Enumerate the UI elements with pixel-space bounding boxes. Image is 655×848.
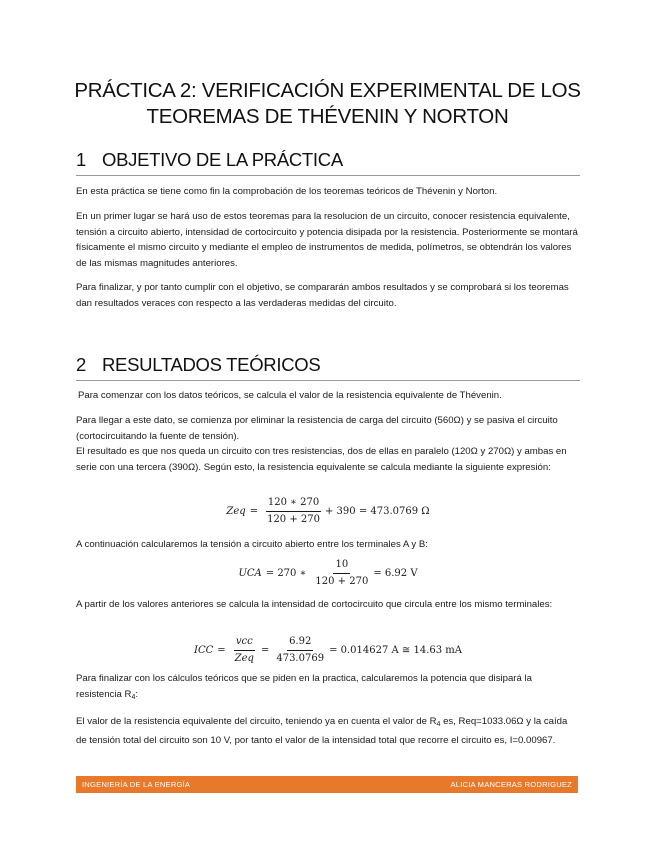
p6-text: El valor de la resistencia equivalente del circuito, teniendo ya en cuenta el valor de R	[76, 716, 437, 727]
section-2-paragraph-3: A continuación calcularemos la tensión a circuito abierto entre los terminales A y B:	[76, 539, 428, 550]
eq2-lhs: UCA	[238, 568, 262, 579]
footer-right: ALICIA MANCERAS RODRIGUEZ	[450, 780, 572, 789]
section-2-paragraph-2a: Para llegar a este dato, se comienza por eliminar la resistencia de carga del circuito (560Ω) y se pasiva el circuito (cortocircuitando la fuente de tensión).	[76, 415, 558, 442]
section-1-heading	[76, 149, 580, 176]
section-2-title: RESULTADOS TEÓRICOS	[102, 354, 321, 375]
eq3-fraction-1	[233, 636, 256, 665]
eq3-lhs: ICC	[194, 645, 214, 656]
eq3-denominator-1: Zeq	[234, 653, 254, 664]
section-1-title: OBJETIVO DE LA PRÁCTICA	[102, 149, 343, 170]
eq1-denominator: 120 + 270	[267, 514, 320, 525]
eq1-rest: + 390 = 473.0769 Ω	[325, 506, 430, 517]
eq1-numerator: 120 ∗ 270	[266, 497, 321, 512]
p6-end: es, Req=1033.06Ω y la caída de tensión total del circuito son 10 V, por tanto el valor de la intensidad total que recorre el circuito es, I=0.00967.	[76, 716, 568, 746]
eq2-denominator: 120 + 270	[315, 576, 369, 587]
section-2-paragraph-4: A partir de los valores anteriores se calcula la intensidad de cortocircuito que circula entre los mismo terminales:	[76, 599, 553, 610]
p5-text: Para finalizar con los cálculos teóricos que se piden en la practica, calcularemos la potencia que disipará la resistencia R	[76, 673, 532, 700]
section-1-paragraph-3: Para finalizar, y por tanto cumplir con el objetivo, se compararán ambos resultados y se comprobará si los teoremas dan resultados veraces con respecto a las verdaderas medidas del circuito.	[76, 282, 569, 309]
eq2-rest: = 6.92 V	[373, 568, 418, 579]
title-line-1: PRÁCTICA 2: VERIFICACIÓN EXPERIMENTAL DE LOS	[74, 79, 581, 102]
equation-uca	[76, 559, 580, 588]
equation-icc: ICC = $\frac{\text{vcc}}{\text{Zeq}}$ = $\frac{6.92}{473.0769}$ = 0.014627 A ≅ 14.63 mA	[194, 636, 462, 664]
p5-end: :	[135, 688, 139, 700]
section-2-paragraph-5	[76, 671, 580, 705]
section-2-paragraph-2b: El resultado es que nos queda un circuito con tres resistencias, dos de ellas en paralelo (120Ω y 270Ω) y ambas en serie con una tercera (390Ω). Según esto, la resistencia equivalente se calcula mediante la siguiente expresión:	[76, 446, 567, 473]
section-2-paragraph-6	[76, 714, 580, 748]
section-1-number: 1	[76, 149, 86, 170]
footer-left: INGENIERÍA DE LA ENERGÍA	[82, 780, 191, 789]
section-1-paragraph-2: En un primer lugar se hará uso de estos teoremas para la resolucion de un circuito, conocer resistencia equivalente, tensión a circuito abierto, intensidad de cortocircuito y potencia disipada por la resistencia. Posteriormente se montará físicamente el mismo circuito y mediante el empleo de instrumentos de medida, polímetros, se obtendrán los valores de las mismas magnitudes anteriores.	[76, 211, 578, 270]
p5-subscript: 4	[131, 693, 136, 701]
eq3-numerator-2: 6.92	[287, 636, 313, 651]
eq2-fraction	[313, 559, 370, 588]
equation-zeq: Zeq = $\frac{120 ∗ 270}{120 + 270}$ + 390 = 473.0769 Ω	[226, 497, 430, 525]
eq1-fraction	[265, 497, 322, 526]
eq2-numerator: 10	[333, 559, 350, 574]
p6-subscript: 4	[436, 721, 441, 728]
eq3-numerator-1: vcc	[234, 636, 255, 651]
eq3-denominator-2: 473.0769	[276, 653, 325, 664]
section-2-paragraph-1: Para comenzar con los datos teóricos, se calcula el valor de la resistencia equivalente de Thévenin.	[78, 390, 502, 401]
title-line-2: TEOREMAS DE THÉVENIN Y NORTON	[146, 105, 509, 128]
section-1-paragraph-1: En esta práctica se tiene como fin la comprobación de los teoremas teóricos de Thévenin y Norton.	[76, 186, 498, 197]
page-footer	[76, 776, 578, 793]
eq1-lhs: Zeq	[226, 506, 246, 517]
eq3-fraction-2	[274, 636, 326, 665]
eq3-rest: = 0.014627 A ≅ 14.63 mA	[329, 645, 462, 656]
section-2-number: 2	[76, 354, 86, 375]
eq2-pre: = 270 ∗	[265, 568, 307, 579]
section-2-heading	[76, 354, 580, 381]
document-title	[60, 78, 595, 130]
